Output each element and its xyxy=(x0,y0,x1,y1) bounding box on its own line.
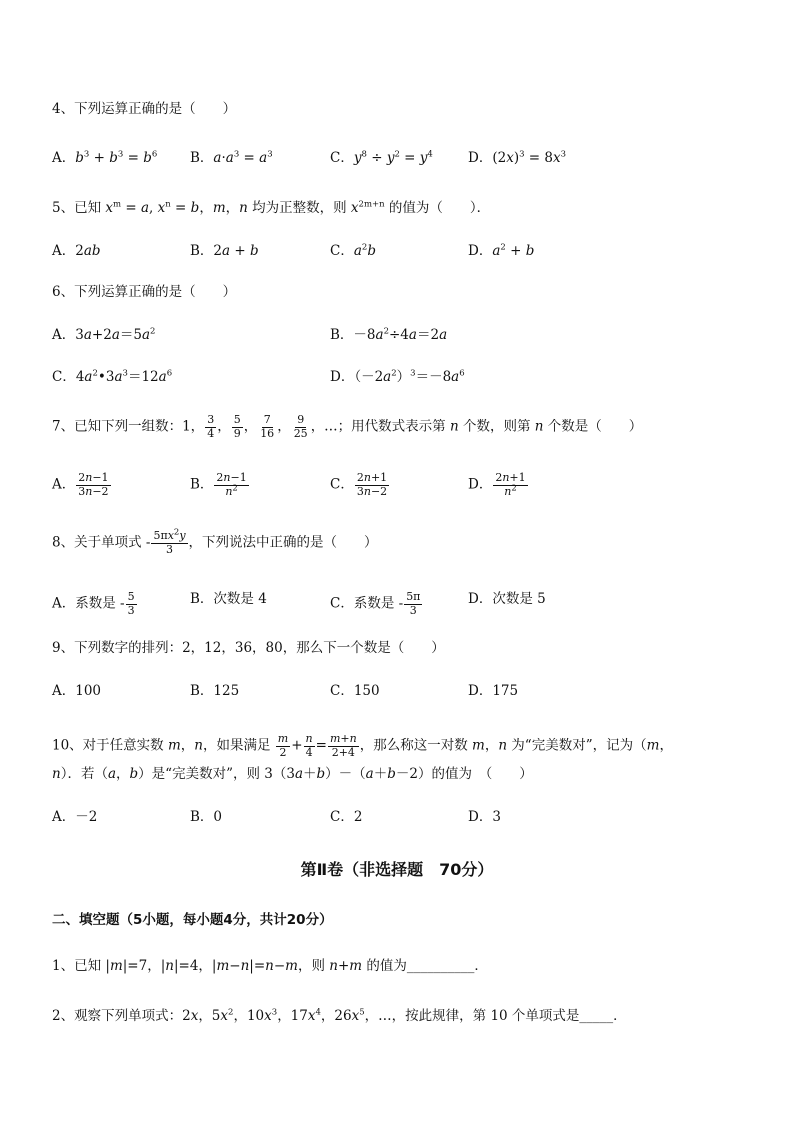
q4-stem: 4、下列运算正确的是（ ） xyxy=(52,101,237,117)
q9-option-d[interactable]: D．175 xyxy=(468,683,519,699)
fill-question-2: 2、观察下列单项式：2x，$5x^2$，$10x^3$，$17x^4$，$26x^5$，…，按此规律，第 10 个单项式是_____． xyxy=(52,1007,627,1024)
q5-option-a[interactable]: A．2ab xyxy=(52,243,101,259)
q7-stem: 7、已知下列一组数：1， $\frac{3}{4}$ ， $\frac{5}{9}$ ， $\frac{7}{16}$ ， $\frac{9}{25}$ ，…；用代数式表示第 n 个数，则第 n 个数是（ ） xyxy=(52,413,643,440)
q5-option-d[interactable]: D．$a^2 + b$ xyxy=(468,242,535,259)
q6-option-a[interactable]: A．$3a+2a=5a^2$ xyxy=(52,326,156,343)
q9-option-b[interactable]: B．125 xyxy=(190,683,240,699)
q10-option-b[interactable]: B．0 xyxy=(190,809,223,825)
q7-option-c[interactable]: C． $\frac{2n+1}{3n-2}$ xyxy=(330,471,388,498)
q4-option-d[interactable]: D．$(2x)^3 = 8x^3$ xyxy=(468,149,567,166)
q9-option-a[interactable]: A．100 xyxy=(52,683,102,699)
q10-stem-line2: n）．若（a，b）是“完美数对”，则 3（3a＋b）－（a＋b－2）的值为 （ ） xyxy=(52,766,533,782)
q6-option-d[interactable]: D．$(-2a^2)^3=-8a^6$ xyxy=(330,368,465,385)
q4-option-a[interactable]: A．$b^3 + b^3 = b^6$ xyxy=(52,149,158,166)
fill-question-1: 1、已知 |m|=7，|n|=4，|m−n|=n−m，则 n+m 的值为__________． xyxy=(52,958,488,974)
q4-option-b[interactable]: B．$a\cdot a^3 = a^3$ xyxy=(190,149,273,166)
q5-option-b[interactable]: B．2a + b xyxy=(190,243,259,259)
q8-option-c[interactable]: C．系数是 - $\frac{5\pi}{3}$ xyxy=(330,590,421,617)
q10-option-a[interactable]: A．－2 xyxy=(52,809,98,825)
q6-option-c[interactable]: C．$4a^2•3a^3=12a^6$ xyxy=(52,368,173,385)
q7-option-d[interactable]: D． $\frac{2n+1}{n^2}$ xyxy=(468,471,526,498)
q5-option-c[interactable]: C．$a^2b$ xyxy=(330,242,376,259)
q10-stem-line1: 10、对于任意实数 m，n，如果满足 $\frac{m}{2}$ + $\frac{n}{4}$ = $\frac{m+n}{2+4}$ ，那么称这一对数 m，n 为“完美数对”，记为（m， xyxy=(52,732,673,759)
q9-stem: 9、下列数字的排列：2，12，36，80，那么下一个数是（ ） xyxy=(52,640,445,656)
q8-option-d[interactable]: D．次数是 5 xyxy=(468,591,546,607)
q10-option-c[interactable]: C．2 xyxy=(330,809,363,825)
q5-stem: 5、已知 $x^m = a$, $x^n = b$，m，n 均为正整数，则 $x^{2m+n}$ 的值为（ ）． xyxy=(52,199,491,216)
q6-option-b[interactable]: B．$-8a^2\div 4a=2a$ xyxy=(330,326,448,343)
q7-option-b[interactable]: B． $\frac{2n-1}{n^2}$ xyxy=(190,471,247,498)
q6-stem: 6、下列运算正确的是（ ） xyxy=(52,284,237,300)
section-subtitle: 二、填空题（5小题，每小题4分，共计20分） xyxy=(52,912,333,928)
q4-option-c[interactable]: C．$y^8 \div y^2 = y^4$ xyxy=(330,149,433,166)
q10-option-d[interactable]: D．3 xyxy=(468,809,501,825)
q9-option-c[interactable]: C．150 xyxy=(330,683,380,699)
q8-option-b[interactable]: B．次数是 4 xyxy=(190,591,267,607)
q8-option-a[interactable]: A．系数是 - $\frac{5}{3}$ xyxy=(52,590,135,617)
q7-option-a[interactable]: A． $\frac{2n-1}{3n-2}$ xyxy=(52,471,109,498)
q8-stem: 8、关于单项式 - $\frac{5\pi x^2y}{3}$ ，下列说法中正确的是（ ） xyxy=(52,527,378,556)
section-title: 第Ⅱ卷（非选择题 70分） xyxy=(300,860,494,879)
